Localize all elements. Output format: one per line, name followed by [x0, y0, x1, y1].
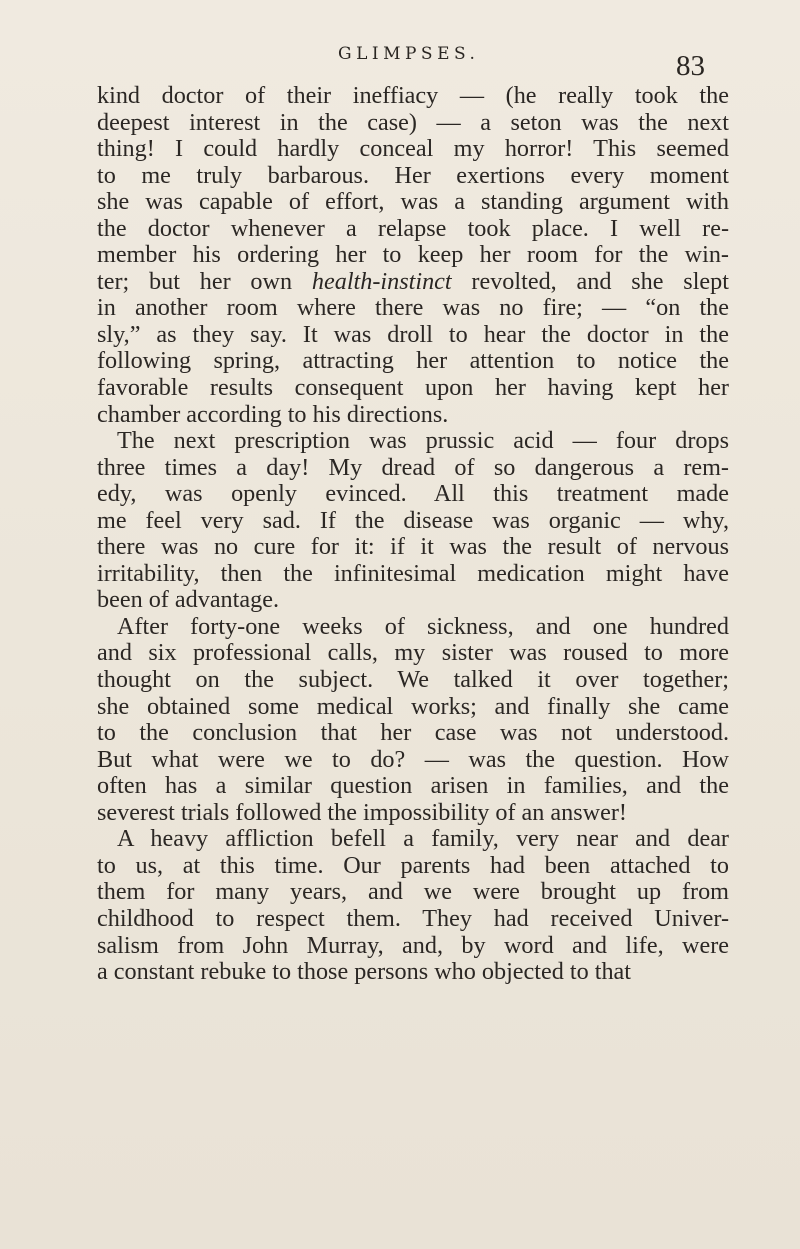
text-line: she obtained some medical works; and finally she came [97, 692, 729, 720]
text-line: there was no cure for it: if it was the result of nervous [97, 533, 729, 561]
paragraph-start-line: A heavy affliction befell a family, very near and dear [117, 825, 729, 853]
text-line: me feel very sad. If the disease was organic — why, [97, 506, 729, 534]
body-text [97, 83, 729, 986]
text-line-with-italic: ter; but her own health-instinct revolted, and she slept [97, 267, 729, 295]
text-line: edy, was openly evinced. All this treatment made [97, 480, 729, 508]
text-line: thought on the subject. We talked it over together; [97, 666, 729, 694]
text-line: to the conclusion that her case was not understood. [97, 719, 729, 747]
text-line: following spring, attracting her attention to notice the [97, 347, 729, 375]
text-line: in another room where there was no fire; — “on the [97, 294, 729, 322]
page-number: 83 [676, 50, 705, 82]
text-line: to me truly barbarous. Her exertions every moment [97, 161, 729, 189]
text-line: member his ordering her to keep her room for the win- [97, 241, 729, 269]
paragraph-end-line: been of advantage. [97, 586, 279, 614]
text-line: often has a similar question arisen in families, and the [97, 772, 729, 800]
text-line: the doctor whenever a relapse took place. I well re- [97, 214, 729, 242]
text-line: she was capable of effort, was a standing argument with [97, 188, 729, 216]
text-line: kind doctor of their ineffiacy — (he really took the [97, 82, 729, 109]
italic-phrase: health-instinct [311, 267, 452, 295]
text-line: deepest interest in the case) — a seton was the next [97, 108, 729, 136]
running-head [0, 44, 800, 84]
text-line: to us, at this time. Our parents had been attached to [97, 851, 729, 879]
running-title: GLIMPSES. [338, 44, 480, 64]
text-line: favorable results consequent upon her having kept her [97, 374, 729, 402]
text-line: childhood to respect them. They had received Univer- [97, 904, 729, 932]
text-line: irritability, then the infinitesimal medication might have [97, 559, 729, 587]
text-line: three times a day! My dread of so dangerous a rem- [97, 453, 729, 481]
paragraph-end-line: chamber according to his directions. [97, 400, 449, 428]
text-line: them for many years, and we were brought up from [97, 878, 729, 906]
paragraph-start-line: The next prescription was prussic acid — four drops [117, 427, 729, 455]
text-line: thing! I could hardly conceal my horror! This seemed [97, 135, 729, 163]
paragraph-end-line: severest trials followed the impossibility of an answer! [97, 798, 627, 826]
text-line: and six professional calls, my sister was roused to more [97, 639, 729, 667]
text-line: sly,” as they say. It was droll to hear the doctor in the [97, 320, 729, 348]
text-line: But what were we to do? — was the question. How [97, 745, 729, 773]
text-line: salism from John Murray, and, by word and life, were [97, 931, 729, 959]
paragraph-start-line: After forty-one weeks of sickness, and one hundred [117, 612, 729, 640]
text-line: a constant rebuke to those persons who objected to that [97, 958, 632, 986]
